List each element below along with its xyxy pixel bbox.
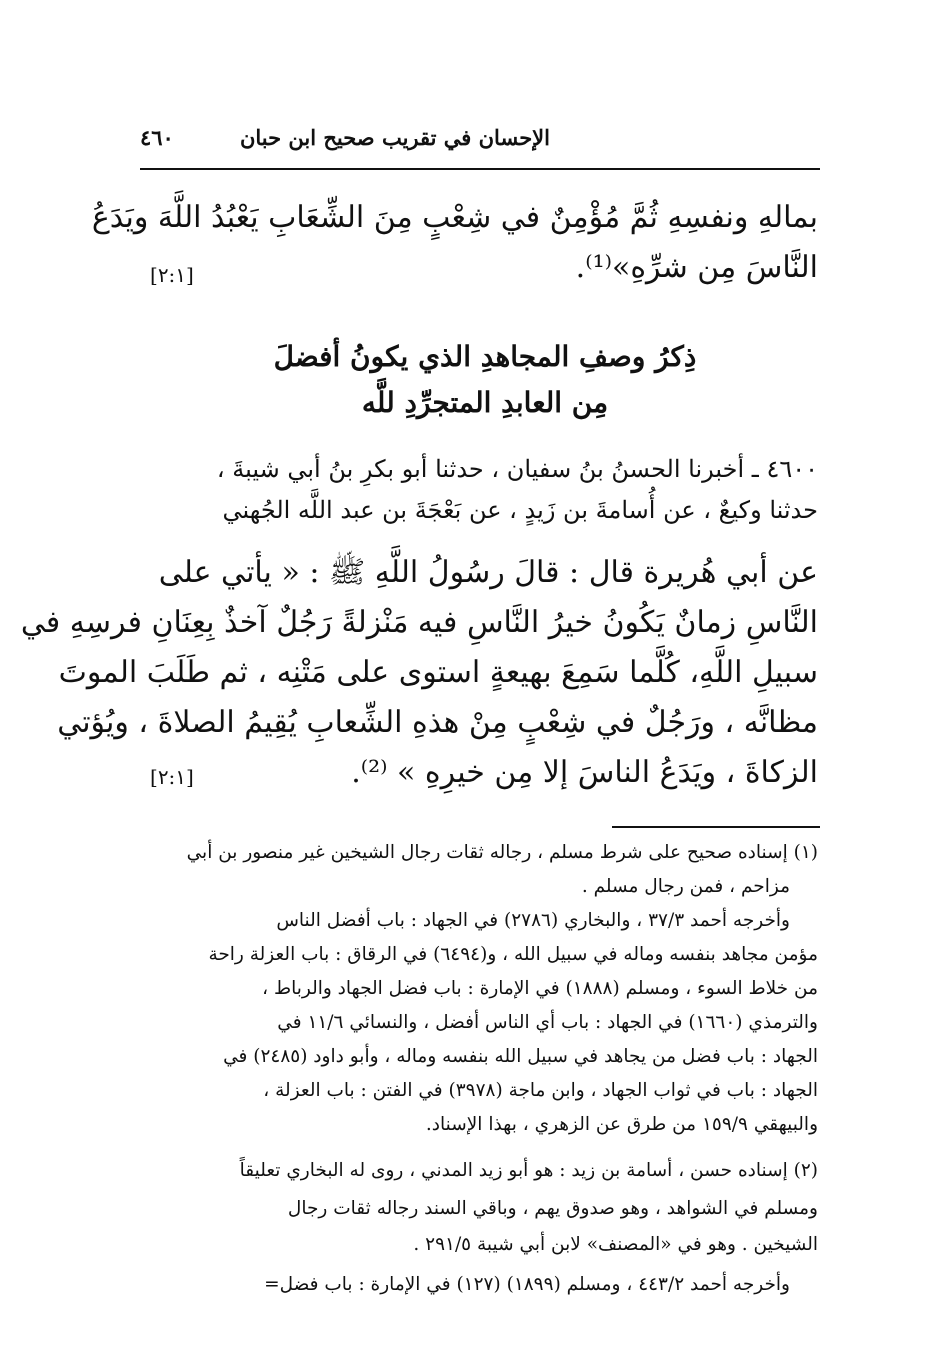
header-rule bbox=[140, 168, 820, 170]
continuation-line-1: بمالهِ ونفسِهِ ثُمَّ مُؤْمِنٌ في شِعْبٍ مِنَ الشِّعَابِ يَعْبُدُ اللَّهَ ويَدَعُ bbox=[91, 200, 818, 235]
page-number: ٤٦٠ bbox=[140, 125, 174, 150]
citation-1: [٢:١] bbox=[150, 263, 194, 287]
footnote-line-4: مؤمن مجاهد بنفسه وماله في سبيل الله ، و(٦٤٩٤) في الرقاق : باب العزلة راحة bbox=[208, 944, 818, 965]
matn-line-4: مظانَّه ، ورَجُلٌ في شِعْبٍ مِنْ هذهِ الشِّعابِ يُقِيمُ الصلاةَ ، ويُؤتي bbox=[57, 705, 818, 740]
footnote-line-1: (١) إسناده صحيح على شرط مسلم ، رجاله ثقات رجال الشيخين غير منصور بن أبي bbox=[186, 842, 818, 863]
footnote-line-7: الجهاد : باب فضل من يجاهد في سبيل الله بنفسه وماله ، وأبو داود (٢٤٨٥) في bbox=[223, 1046, 818, 1067]
footnote-line-12: الشيخين . وهو في «المصنف» لابن أبي شيبة ٢٩١/٥ . bbox=[413, 1234, 818, 1255]
footnote-line-11: ومسلم في الشواهد ، وهو صدوق يهم ، وباقي السند رجاله ثقات رجال bbox=[287, 1198, 818, 1219]
citation-2: [٢:١] bbox=[150, 765, 194, 789]
isnad-line-1: ٤٦٠٠ ـ أخبرنا الحسنُ بنُ سفيان ، حدثنا أبو بكرِ بنُ أبي شيبةَ ، bbox=[216, 455, 818, 483]
footnote-line-10: (٢) إسناده حسن ، أسامة بن زيد : هو أبو زيد المدني ، روى له البخاري تعليقاً bbox=[239, 1160, 818, 1181]
footnote-line-8: الجهاد : باب في ثواب الجهاد ، وابن ماجة (٣٩٧٨) في الفتن : باب العزلة ، bbox=[263, 1080, 818, 1101]
matn-line-2: النَّاسِ زمانٌ يَكُونُ خيرُ النَّاسِ فيه مَنْزلةً رَجُلٌ آخذٌ بِعِنَانِ فرسِهِ في bbox=[20, 605, 818, 640]
running-header bbox=[140, 125, 820, 165]
header-book-title: الإحسان في تقريب صحيح ابن حبان bbox=[239, 125, 550, 150]
continuation-line-2: النَّاسَ مِن شرِّهِ»⁽¹⁾. bbox=[575, 250, 818, 285]
matn-line-5: الزكاةَ ، ويَدَعُ الناسَ إلا مِن خيرِهِ » ⁽²⁾. bbox=[351, 755, 818, 790]
footnote-line-6: والترمذي (١٦٦٠) في الجهاد : باب أي الناس أفضل ، والنسائي ١١/٦ في bbox=[277, 1012, 818, 1033]
footnote-line-5: من خلاط السوء ، ومسلم (١٨٨٨) في الإمارة : باب فضل الجهاد والرباط ، bbox=[262, 978, 818, 999]
isnad-line-2: حدثنا وكيعٌ ، عن أُسامةَ بن زَيدٍ ، عن بَعْجَةَ بن عبد اللَّه الجُهني bbox=[222, 496, 818, 524]
matn-line-1: عن أبي هُريرة قال : قالَ رسُولُ اللَّهِ ﷺ : « يأتي على bbox=[158, 555, 818, 590]
chapter-title-line-2: مِن العابدِ المتجرِّدِ للَّه bbox=[361, 386, 609, 419]
chapter-title-line-1: ذِكرُ وصفِ المجاهدِ الذي يكونُ أفضلَ bbox=[273, 340, 697, 373]
matn-line-3: سبيلِ اللَّهِ، كُلَّما سَمِعَ بهيعةٍ استوى على مَتْنِه ، ثم طَلَبَ الموتَ bbox=[58, 655, 818, 690]
footnote-rule bbox=[612, 826, 820, 828]
footnote-line-2: مزاحم ، فمن رجال مسلم . bbox=[581, 876, 790, 897]
footnote-line-13: وأخرجه أحمد ٤٤٣/٢ ، ومسلم (١٨٩٩) (١٢٧) في الإمارة : باب فضل= bbox=[264, 1274, 790, 1295]
footnote-line-3: وأخرجه أحمد ٣٧/٣ ، والبخاري (٢٧٨٦) في الجهاد : باب أفضل الناس bbox=[276, 910, 790, 931]
footnote-line-9: والبيهقي ١٥٩/٩ من طرق عن الزهري ، بهذا الإسناد. bbox=[425, 1114, 818, 1135]
